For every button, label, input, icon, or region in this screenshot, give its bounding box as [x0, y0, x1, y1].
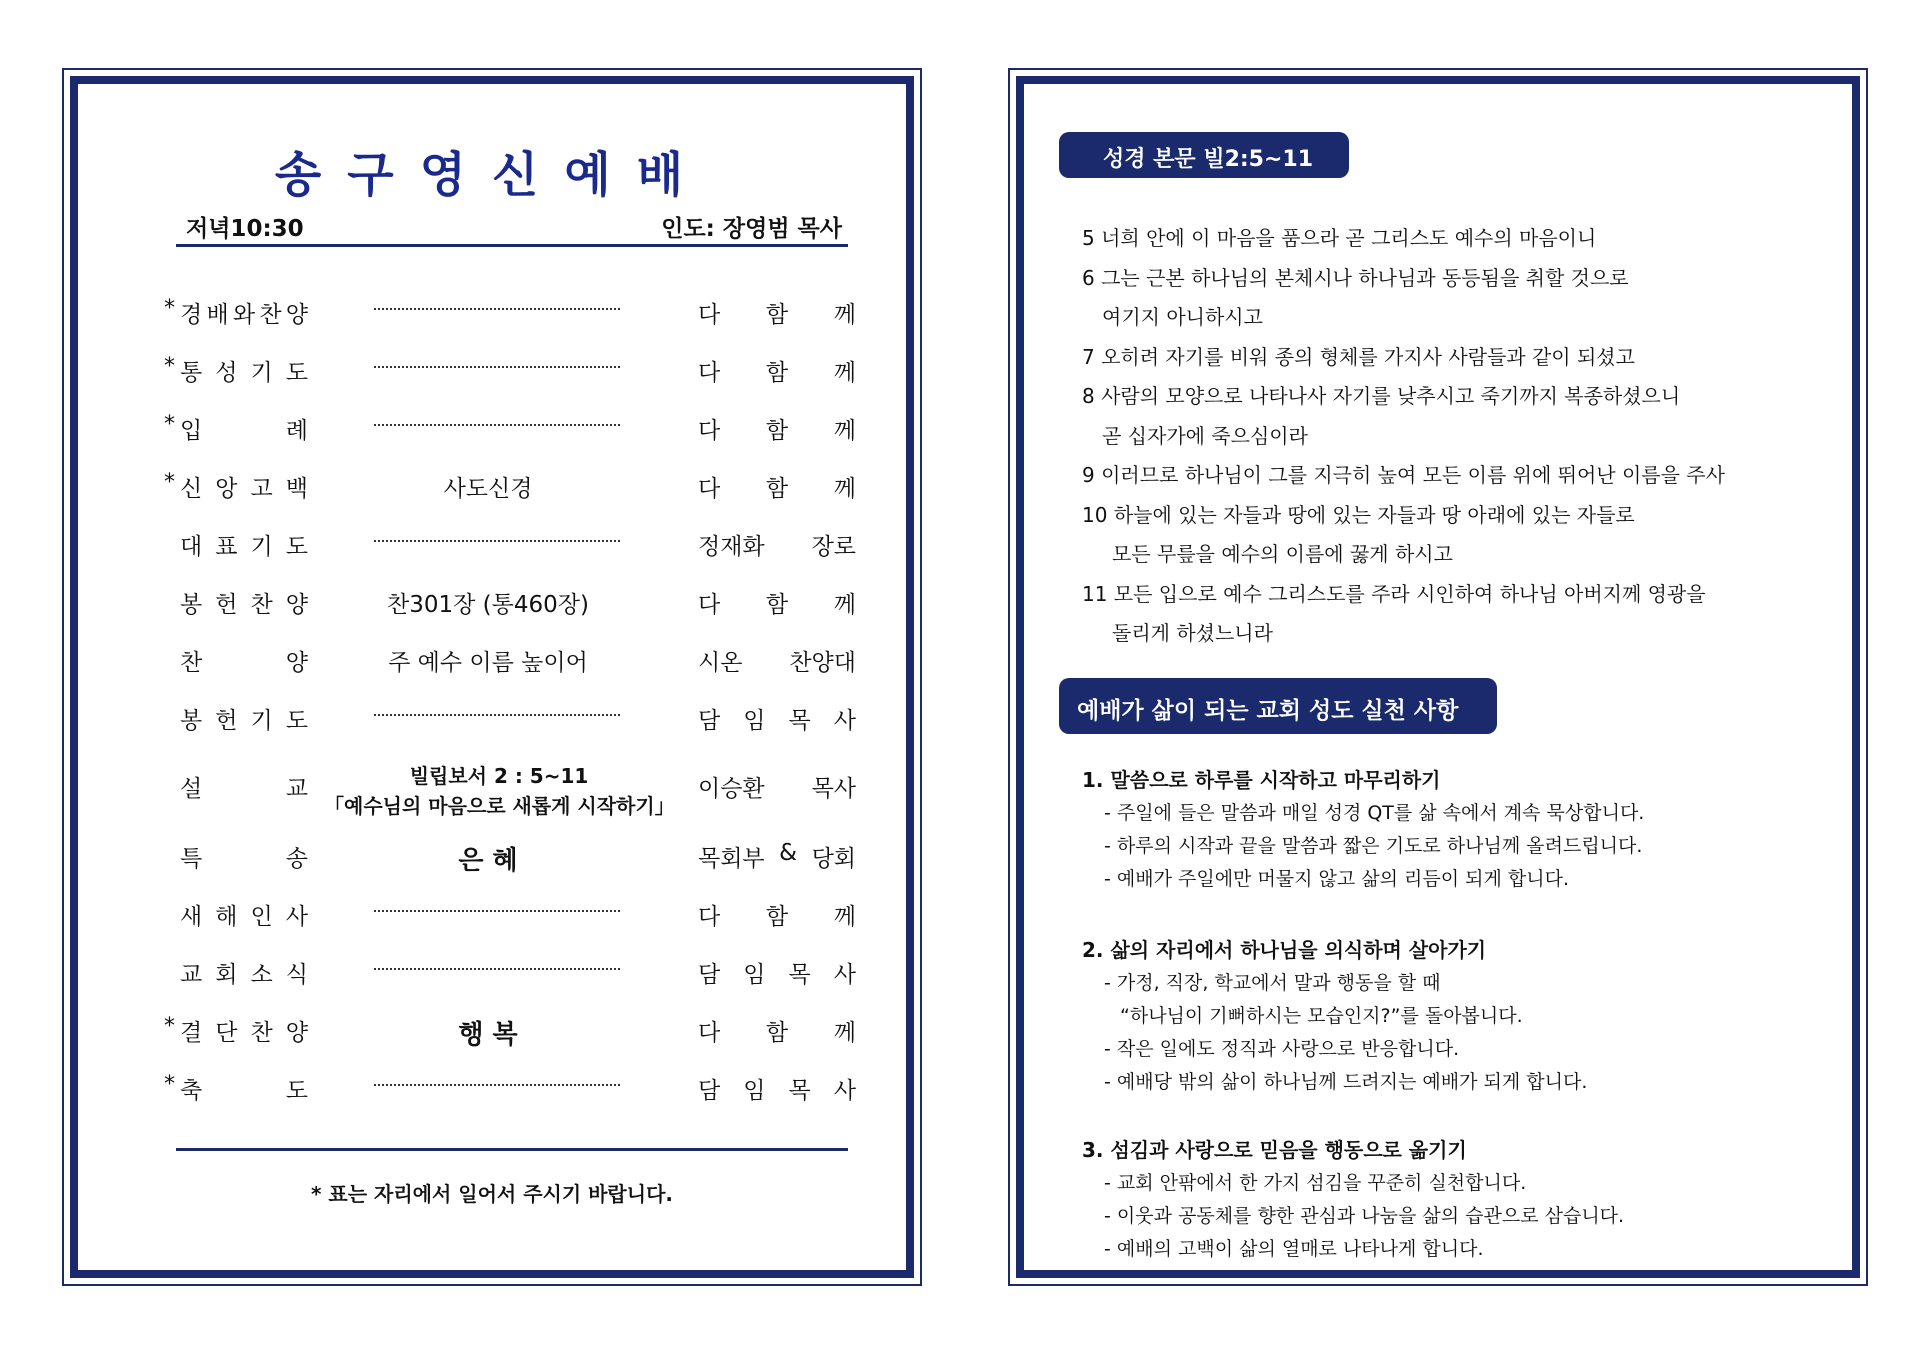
order-item-person-part: 목 [788, 708, 811, 734]
order-item-person-part: 시온 [698, 650, 743, 676]
order-item-name-char: 소 [250, 962, 273, 988]
order-row [78, 836, 906, 876]
order-item-name [180, 412, 308, 445]
order-item-name-char: 봉 [180, 592, 203, 618]
practice-item: “하나님이 기뻐하시는 모습인지?”를 돌아봅니다. [1120, 1005, 1523, 1027]
order-item-name-char: 봉 [180, 708, 203, 734]
order-item-person-part: 목 [788, 1078, 811, 1104]
verse-line: 11 모든 입으로 예수 그리스도를 주라 시인하여 하나님 아버지께 영광을 [1082, 581, 1706, 606]
order-item-name-char: 통 [180, 360, 203, 386]
order-item-content: 은 혜 [458, 846, 518, 876]
order-item-name-char: 배 [206, 302, 229, 328]
order-item-name-char: 양 [285, 650, 308, 676]
dotted-leader [374, 910, 620, 912]
order-item-person-part: 임 [743, 708, 766, 734]
order-item-name-char: 식 [285, 962, 308, 988]
practice-item: - 가정, 직장, 학교에서 말과 행동을 할 때 [1104, 972, 1441, 994]
sermon-title: 「예수님의 마음으로 새롭게 시작하기」 [324, 794, 675, 818]
order-item-name [180, 840, 308, 873]
verse-line: 곧 십자가에 죽으심이라 [1102, 423, 1308, 448]
order-item-person-part: & [779, 840, 798, 866]
order-item-person-part: 임 [743, 1078, 766, 1104]
order-item-person-part: 께 [833, 360, 856, 386]
order-item-name [180, 1072, 308, 1105]
order-item-name-char: 도 [285, 360, 308, 386]
order-item-person-part: 담 [698, 708, 721, 734]
order-item-name-char: 찬 [180, 650, 203, 676]
order-item-name-char: 백 [285, 476, 308, 502]
dotted-leader [374, 968, 620, 970]
order-item-name-char: 기 [250, 708, 273, 734]
order-item-person-part: 다 [698, 302, 721, 328]
order-item-name-char: 대 [180, 534, 203, 560]
dotted-leader [374, 714, 620, 716]
order-item-name [180, 296, 308, 329]
order-item-name-char: 교 [285, 776, 308, 802]
standing-mark: * [164, 1014, 175, 1039]
verse-line: 8 사람의 모양으로 나타나사 자기를 낮추시고 죽기까지 복종하셨으니 [1082, 384, 1681, 408]
order-item-name-char: 고 [250, 476, 273, 502]
order-item-name-char: 앙 [215, 476, 238, 502]
verse-line: 여기지 아니하시고 [1102, 305, 1263, 329]
order-item-name-char: 사 [285, 904, 308, 930]
service-time: 저녁10:30 [186, 216, 304, 242]
order-item-person [698, 528, 856, 561]
verse-line: 7 오히려 자기를 비워 종의 형체를 가지사 사람들과 같이 되셨고 [1082, 344, 1635, 369]
order-item-name-char: 양 [285, 1020, 308, 1046]
practice-item: - 교회 안팎에서 한 가지 섬김을 꾸준히 실천합니다. [1104, 1172, 1527, 1194]
order-row [78, 698, 906, 738]
bottom-divider [176, 1148, 848, 1151]
order-item-person-part: 장로 [811, 534, 856, 560]
order-item-name-char: 교 [180, 962, 203, 988]
reading-panel [1008, 68, 1868, 1286]
order-row [78, 1010, 906, 1050]
order-item-person [698, 412, 856, 445]
order-item-name-char: 헌 [215, 708, 238, 734]
scripture-label: 성경 본문 빌2:5~11 [1059, 132, 1349, 178]
order-row [78, 582, 906, 622]
order-item-name-char: 도 [285, 534, 308, 560]
order-item-name [180, 528, 308, 561]
order-item-content: 사도신경 [443, 476, 533, 502]
order-of-service-frame [70, 76, 914, 1278]
order-item-name-char: 인 [250, 904, 273, 930]
order-item-person-part: 께 [833, 302, 856, 328]
order-item-person [698, 644, 856, 677]
order-item-person [698, 354, 856, 387]
order-item-content: 행 복 [458, 1020, 518, 1050]
reading-frame [1016, 76, 1860, 1278]
practice-heading: 1. 말씀으로 하루를 시작하고 마무리하기 [1082, 768, 1441, 792]
standing-mark: * [164, 470, 175, 495]
order-item-name-char: 특 [180, 846, 203, 872]
order-item-name [180, 702, 308, 735]
order-item-person [698, 470, 856, 503]
order-item-content: 주 예수 이름 높이어 [388, 650, 588, 676]
order-item-name [180, 1014, 308, 1047]
order-row [78, 350, 906, 390]
order-row [78, 894, 906, 934]
order-item-person [698, 956, 856, 989]
practice-item: - 예배가 주일에만 머물지 않고 삶의 리듬이 되게 합니다. [1104, 868, 1570, 890]
order-item-name [180, 586, 308, 619]
order-row [78, 408, 906, 448]
order-item-name-char: 결 [180, 1020, 203, 1046]
order-item-name-char: 표 [215, 534, 238, 560]
service-title: 송구영신예배 [274, 147, 710, 203]
practice-label: 예배가 삶이 되는 교회 성도 실천 사항 [1059, 678, 1497, 734]
practice-item: - 이웃과 공동체를 향한 관심과 나눔을 삶의 습관으로 삼습니다. [1104, 1205, 1625, 1227]
order-row [78, 952, 906, 992]
order-item-person-part: 담 [698, 962, 721, 988]
sermon-scripture: 빌립보서 2 : 5~11 [409, 764, 589, 788]
order-item-name-char: 찬 [250, 592, 273, 618]
order-item-name [180, 770, 308, 803]
order-row [78, 292, 906, 332]
order-item-name-char: 양 [285, 592, 308, 618]
practice-item: - 하루의 시작과 끝을 말씀과 짧은 기도로 하나님께 올려드립니다. [1104, 835, 1643, 857]
practice-item: - 주일에 들은 말씀과 매일 성경 QT를 삶 속에서 계속 묵상합니다. [1104, 802, 1645, 824]
order-item-person-part: 다 [698, 476, 721, 502]
dotted-leader [374, 366, 620, 368]
order-item-name-char: 기 [250, 360, 273, 386]
order-item-name-char: 례 [285, 418, 308, 444]
order-item-name-char: 입 [180, 418, 203, 444]
order-item-person-part: 찬양대 [789, 650, 856, 676]
order-item-person-part: 함 [765, 1020, 789, 1046]
order-item-person-part: 정재화 [698, 534, 765, 560]
verse-line: 9 이러므로 하나님이 그를 지극히 높여 모든 이름 위에 뛰어난 이름을 주사 [1082, 463, 1725, 487]
order-item-name-char: 찬 [259, 302, 282, 328]
order-item-person-part: 다 [698, 904, 721, 930]
order-item-name-char: 기 [250, 534, 273, 560]
order-item-person [698, 586, 856, 619]
standing-mark: * [164, 296, 175, 321]
order-item-person-part: 함 [765, 476, 789, 502]
order-item-person-part: 이승환 [698, 776, 765, 802]
order-item-person-part: 목 [788, 962, 811, 988]
order-item-person-part: 다 [698, 360, 721, 386]
standing-mark: * [164, 1072, 175, 1097]
order-item-name-char: 송 [285, 846, 308, 872]
order-item-name-char: 회 [215, 962, 238, 988]
order-item-person-part: 함 [765, 592, 789, 618]
order-item-person-part: 께 [833, 418, 856, 444]
order-item-name-char: 도 [285, 708, 308, 734]
order-item-name [180, 644, 308, 677]
top-divider [176, 244, 848, 247]
order-item-name-char: 단 [215, 1020, 238, 1046]
order-item-name-char: 와 [232, 302, 256, 328]
verse-line: 6 그는 근본 하나님의 본체시나 하나님과 동등됨을 취할 것으로 [1082, 265, 1629, 290]
verse-line: 10 하늘에 있는 자들과 땅에 있는 자들과 땅 아래에 있는 자들로 [1082, 502, 1635, 527]
order-item-person-part: 다 [698, 1020, 721, 1046]
order-item-person [698, 840, 856, 873]
order-item-person-part: 함 [765, 904, 789, 930]
practice-item: - 예배의 고백이 삶의 열매로 나타나게 합니다. [1104, 1238, 1484, 1260]
order-item-person-part: 함 [765, 418, 789, 444]
order-of-service-panel [62, 68, 922, 1286]
order-row [78, 524, 906, 564]
order-item-name-char: 양 [285, 302, 308, 328]
dotted-leader [374, 308, 620, 310]
order-item-person [698, 770, 856, 803]
order-item-person-part: 께 [833, 592, 856, 618]
dotted-leader [374, 540, 620, 542]
order-row [78, 1068, 906, 1108]
order-item-name-char: 신 [180, 476, 203, 502]
order-item-name-char: 설 [180, 776, 203, 802]
order-item-person-part: 다 [698, 592, 721, 618]
order-item-content: 찬301장 (통460장) [387, 592, 589, 618]
order-item-person-part: 사 [833, 708, 856, 734]
order-item-name [180, 470, 308, 503]
order-item-person-part: 당회 [811, 846, 856, 872]
order-item-name-char: 성 [215, 360, 238, 386]
order-item-person-part: 께 [833, 1020, 856, 1046]
order-item-name-char: 경 [180, 302, 203, 328]
order-item-person [698, 898, 856, 931]
order-item-person-part: 임 [743, 962, 766, 988]
order-item-person [698, 702, 856, 735]
practice-heading: 2. 삶의 자리에서 하나님을 의식하며 살아가기 [1082, 938, 1487, 962]
order-item-person-part: 담 [698, 1078, 721, 1104]
standing-mark: * [164, 354, 175, 379]
order-item-name-char: 축 [180, 1078, 203, 1104]
service-leader: 인도: 장영범 목사 [661, 216, 842, 242]
order-item-person-part: 께 [833, 904, 856, 930]
order-item-person-part: 께 [833, 476, 856, 502]
order-item-name-char: 헌 [215, 592, 238, 618]
order-item-name-char: 해 [215, 904, 238, 930]
order-item-person [698, 1072, 856, 1105]
order-row [78, 640, 906, 680]
order-item-person [698, 296, 856, 329]
order-item-name [180, 898, 308, 931]
practice-item: - 예배당 밖의 삶이 하나님께 드려지는 예배가 되게 합니다. [1104, 1071, 1588, 1093]
verse-line: 돌리게 하셨느니라 [1112, 621, 1273, 645]
dotted-leader [374, 424, 620, 426]
order-item-name-char: 새 [180, 904, 203, 930]
dotted-leader [374, 1084, 620, 1086]
order-item-person-part: 사 [833, 1078, 856, 1104]
practice-heading: 3. 섬김과 사랑으로 믿음을 행동으로 옮기기 [1082, 1138, 1467, 1162]
practice-item: - 작은 일에도 정직과 사랑으로 반응합니다. [1104, 1038, 1460, 1060]
order-item-name-char: 도 [285, 1078, 308, 1104]
order-item-person-part: 함 [765, 302, 789, 328]
order-item-person-part: 목회부 [698, 846, 765, 872]
order-item-name-char: 찬 [250, 1020, 273, 1046]
standing-mark: * [164, 412, 175, 437]
verse-line: 모든 무릎을 예수의 이름에 꿇게 하시고 [1112, 542, 1453, 566]
order-item-name [180, 956, 308, 989]
order-row [78, 466, 906, 506]
order-item-person-part: 목사 [811, 776, 856, 802]
order-item-name [180, 354, 308, 387]
order-item-person-part: 사 [833, 962, 856, 988]
order-item-person-part: 다 [698, 418, 721, 444]
order-item-person-part: 함 [765, 360, 789, 386]
order-item-person [698, 1014, 856, 1047]
verse-line: 5 너희 안에 이 마음을 품으라 곧 그리스도 예수의 마음이니 [1082, 226, 1597, 250]
standing-note: * 표는 자리에서 일어서 주시기 바랍니다. [311, 1182, 673, 1206]
